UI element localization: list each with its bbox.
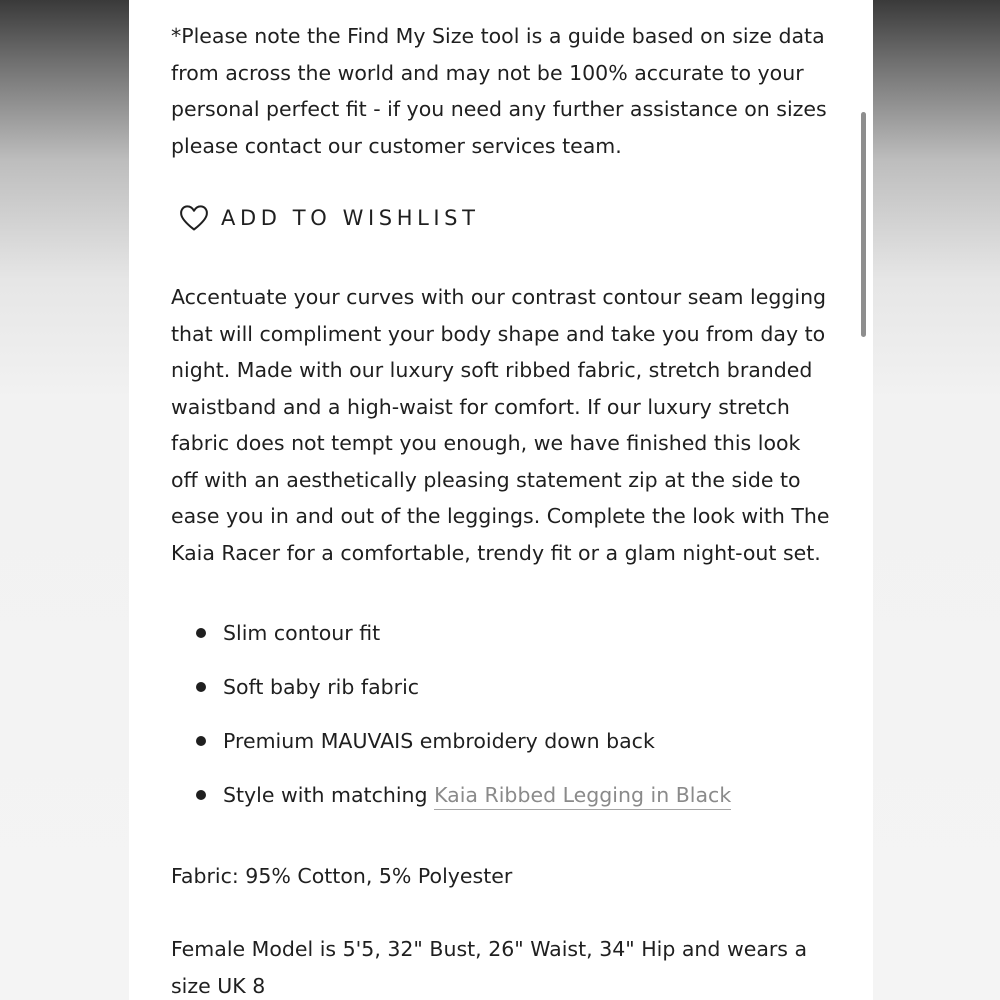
- feature-text: Style with matching: [223, 783, 435, 807]
- bullet-icon: [196, 682, 206, 692]
- feature-text: Premium MAUVAIS embroidery down back: [223, 729, 655, 753]
- add-to-wishlist-button[interactable]: [179, 200, 480, 236]
- feature-list: [171, 614, 731, 830]
- model-size-info: Female Model is 5'5, 32" Bust, 26" Waist, 34" Hip and wears a size UK 8: [171, 937, 808, 998]
- list-item: [171, 614, 731, 668]
- bullet-icon: [196, 790, 206, 800]
- feature-text: Slim contour fit: [223, 621, 381, 645]
- list-item: [171, 776, 731, 830]
- bullet-icon: [196, 628, 206, 638]
- fabric-composition: Fabric: 95% Cotton, 5% Polyester: [171, 864, 513, 888]
- bullet-icon: [196, 736, 206, 746]
- list-item: [171, 722, 731, 776]
- scrollbar-thumb[interactable]: [861, 112, 866, 337]
- size-guide-note: *Please note the Find My Size tool is a guide based on size data from across the world and may not be 100% accurate to your personal perfect fit - if you need any further assistance on sizes please contact our customer services team.: [171, 24, 827, 158]
- matching-legging-link[interactable]: Kaia Ribbed Legging in Black: [434, 783, 731, 810]
- heart-outline-icon: [179, 204, 209, 232]
- product-details-panel: [129, 0, 873, 1000]
- product-description: Accentuate your curves with our contrast contour seam legging that will compliment your body shape and take you from day to night. Made with our luxury soft ribbed fabric, stretch branded waistband and a high-waist for comfort. If our luxury stretch fabric does not tempt you enough, we have finished this look off with an aesthetically pleasing statement zip at the side to ease you in and out of the leggings. Complete the look with The Kaia Racer for a comfortable, trendy fit or a glam night-out set.: [171, 285, 830, 565]
- list-item: [171, 668, 731, 722]
- add-to-wishlist-label: ADD TO WISHLIST: [221, 205, 480, 230]
- feature-text: Soft baby rib fabric: [223, 675, 420, 699]
